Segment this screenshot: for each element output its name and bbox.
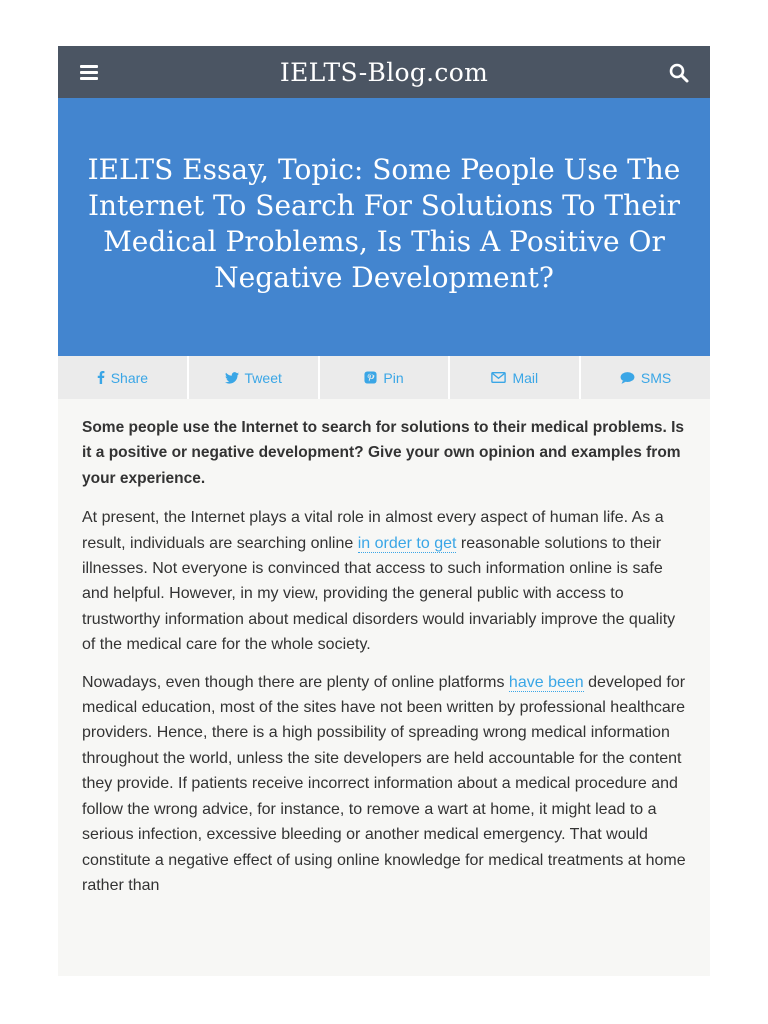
share-bar [58,356,710,399]
essay-question: Some people use the Internet to search for solutions to their medical problems. Is it a positive or negative development? Give your own opinion and examples from your experience. [82,419,685,487]
article-title: IELTS Essay, Topic: Some People Use The Internet To Search For Solutions To Their Medical Problems, Is This A Positive Or Negative Development? [87,153,681,294]
share-sms-button[interactable] [581,356,710,399]
share-facebook-button[interactable] [58,356,189,399]
share-label: Share [110,369,149,386]
tweet-label: Tweet [244,369,282,386]
mail-icon [491,372,506,383]
pinterest-icon [364,371,377,384]
site-title-link[interactable]: IELTS-Blog.com [279,57,489,87]
sms-icon [620,372,635,384]
share-mail-button[interactable] [450,356,581,399]
paragraph-1-text-a: At present, the Internet plays a vital role in almost every aspect of human life. As a result, individuals are searching online [82,509,664,552]
inline-link-in-order-to-get[interactable]: in order to get [357,534,457,552]
share-pinterest-button[interactable] [320,356,451,399]
facebook-icon [97,371,105,384]
pin-label: Pin [383,369,404,386]
inline-link-have-been[interactable]: have been [508,673,584,691]
mail-label: Mail [512,369,539,386]
search-icon[interactable] [668,62,690,84]
top-navigation-bar [58,46,710,98]
page-frame [58,46,710,976]
paragraph-2-text-a: Nowadays, even though there are plenty of online platforms [82,673,509,691]
hamburger-menu-icon[interactable] [78,62,102,82]
paragraph-2 [82,670,686,899]
paragraph-1 [82,505,686,657]
paragraph-2-text-b: developed for medical education, most of the sites have not been written by professional healthcare providers. Hence, there is a high possibility of spreading wrong medical information throughout the world, unless the site developers are held accountable for the content they provide. If patients receive incorrect information about a medical procedure and follow the wrong advice, for instance, to remove a wart at home, it might lead to a serious infection, excessive bleeding or another medical emergency. That would constitute a negative effect of using online knowledge for medical treatments at home rather than [82,673,686,894]
paragraph-1-text-b: reasonable solutions to their illnesses. Not everyone is convinced that access to such information online is safe and helpful. However, in my view, providing the general public with access to trustworthy information about medical disorders would invariably improve the quality of the medical care for the whole society. [82,534,676,654]
sms-label: SMS [640,369,672,386]
share-twitter-button[interactable] [189,356,320,399]
twitter-icon [225,372,239,384]
article-content [58,399,710,976]
article-hero [58,98,710,356]
